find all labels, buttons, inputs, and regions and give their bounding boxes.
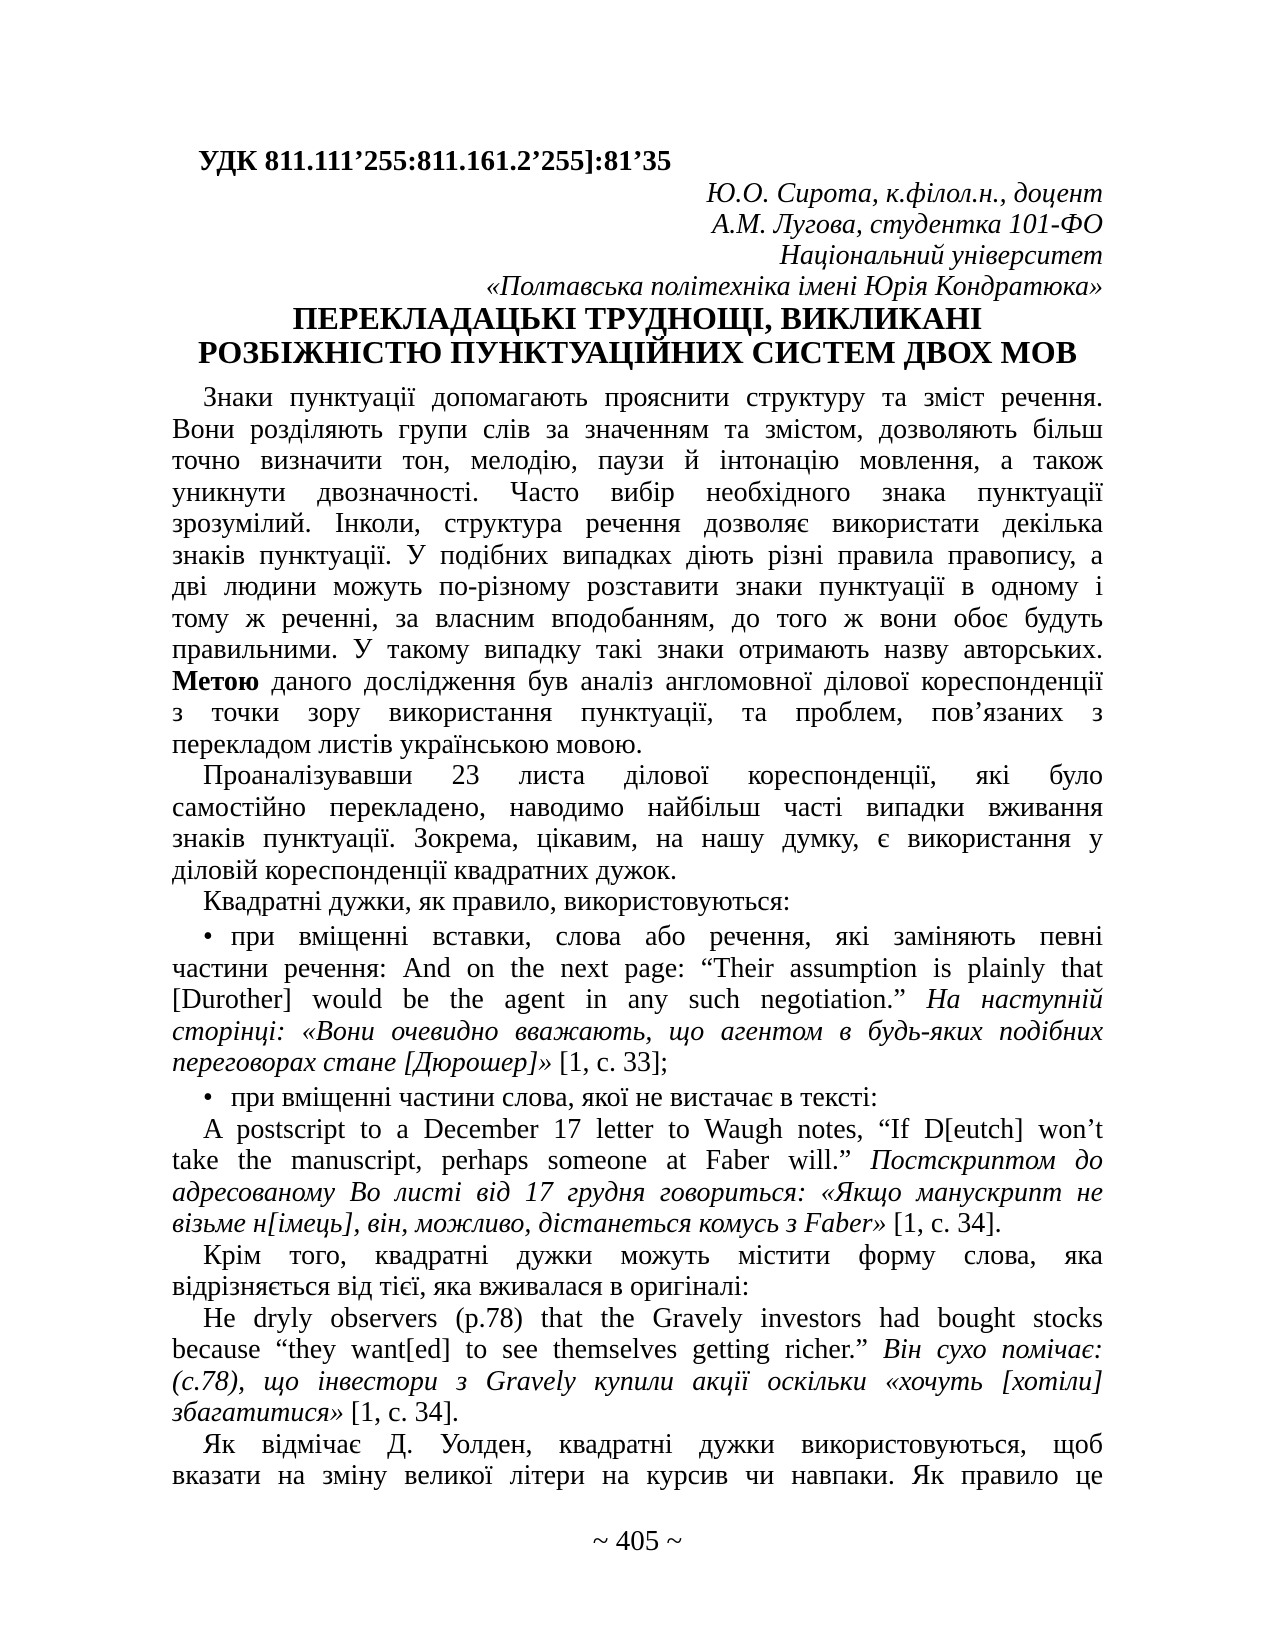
text-line [172,1271,1103,1303]
text-line [172,382,1103,414]
text-segment: [Durother] would be the agent in any such negotiation.” [172,984,927,1015]
text-segment: уникнути двозначності. Часто вибір необхідного знака пунктуації [172,476,1103,508]
text-line [172,1208,1103,1240]
bold-text-segment: Метою [172,665,260,697]
text-segment: знаків пунктуації. Зокрема, цікавим, на нашу думку, є використання у [172,823,1103,854]
text-segment: знаків пунктуації. У подібних випадках діють різні правила правопису, а [172,539,1103,571]
text-segment: [1, с. 33]; [552,1047,669,1078]
text-segment: He dryly observers (p.78) that the Gravely investors had bought stocks [203,1302,1103,1334]
text-line [172,855,1103,887]
text-segment: A postscript to a December 17 letter to Waugh notes, “If D[eutch] won’t [203,1113,1103,1145]
text-line [172,1366,1103,1398]
text-line [172,508,1103,540]
text-line [172,953,1103,985]
text-line [172,921,1103,953]
italic-text-segment: Він сухо помічає: [882,1334,1103,1365]
text-segment: самостійно перекладено, наводимо найбільш часті випадки вживання [172,791,1103,823]
text-segment: правильними. У такому випадку такі знаки отримають назву авторських. [172,634,1103,665]
text-line [172,1114,1103,1146]
text-line [172,729,1103,761]
paper-title-line-1: ПЕРЕКЛАДАЦЬКІ ТРУДНОЩІ, ВИКЛИКАНІ [292,300,983,336]
text-line [172,823,1103,855]
text-column [172,0,1103,1558]
text-line [172,1082,1103,1114]
bullet-icon: • [203,1082,213,1113]
italic-text-segment: адресованому Во листі від 17 грудня говориться: «Якщо манускрипт не [172,1176,1103,1208]
text-segment: because “they want[ed] to see themselves getting richer.” [172,1334,883,1365]
text-line [172,697,1103,729]
text-line [172,634,1103,666]
text-segment: з точки зору використання пунктуації, та проблем, пов’язаних з [172,697,1103,728]
text-line [172,1047,1103,1079]
text-segment: відрізняється від тієї, яка вживалася в оригіналі: [172,1271,750,1302]
text-segment: take the manuscript, perhaps someone at Faber will.” [172,1145,871,1176]
text-segment: при вміщенні частини слова, якої не вистачає в тексті: [230,1082,878,1113]
text-segment: частини речення: And on the next page: “Their assumption is plainly that [172,952,1103,984]
text-segment: [1, с. 34]. [343,1397,459,1428]
text-segment: тому ж реченні, за власним вподобанням, до того ж вони обоє будуть [172,602,1103,634]
text-line [172,1397,1103,1429]
italic-text-segment: Постскриптом до [870,1145,1103,1176]
affiliation-line: «Полтавська політехніка імені Юрія Кондратюка» [485,271,1103,302]
italic-text-segment: На наступній [926,984,1103,1015]
text-line [172,1145,1103,1177]
text-line [172,540,1103,572]
page-number-footer: ~ 405 ~ [592,1524,683,1557]
text-segment: при вміщенні вставки, слова або речення, які заміняють певні [230,921,1103,952]
text-segment: Квадратні дужки, як правило, використовуються: [203,886,791,917]
author-line: Ю.О. Сирота, к.філол.н., доцент [706,178,1103,209]
text-line [172,477,1103,509]
text-line [172,1016,1103,1048]
text-line [172,571,1103,603]
text-segment: дві людини можуть по-різному розставити знаки пунктуації в одному і [172,571,1103,602]
italic-text-segment: візьме н[імець], він, можливо, дістанеться комусь з Faber» [172,1208,887,1239]
bullet-icon: • [203,921,213,952]
author-line: А.М. Лугова, студентка 101-ФО [712,209,1103,240]
text-segment: Як відмічає Д. Уолден, квадратні дужки використовуються, щоб [203,1428,1103,1460]
text-line [172,414,1103,446]
text-line [172,1240,1103,1272]
text-line [172,760,1103,792]
text-segment: даного дослідження був аналіз англомовної ділової кореспонденції [259,665,1103,697]
text-segment: [1, с. 34]. [886,1208,1002,1239]
text-line [172,1460,1103,1492]
body-text [172,382,1103,1492]
udc-number: УДК 811.111’255:811.161.2’255]:81’35 [198,145,672,177]
paper-title-line-2: РОЗБІЖНІСТЮ ПУНКТУАЦІЙНИХ СИСТЕМ ДВОХ МОВ [198,333,1077,370]
italic-text-segment: переговорах стане [Дюрошер]» [172,1047,553,1078]
text-segment: перекладом листів українською мовою. [172,728,643,760]
affiliation-line: Національний університет [779,240,1103,271]
text-line [172,445,1103,477]
paper-title [172,302,1103,369]
authors-block [172,178,1103,302]
italic-text-segment: збагатитися» [172,1397,344,1428]
text-line [172,886,1103,918]
text-line [172,1429,1103,1461]
text-line [172,792,1103,824]
text-segment: точно визначити тон, мелодію, паузи й інтонацію мовлення, а також [172,445,1103,476]
text-segment: Знаки пунктуації допомагають прояснити структуру та зміст речення. [203,382,1103,413]
text-segment: зрозумілий. Інколи, структура речення дозволяє використати декілька [172,508,1103,539]
text-line [172,666,1103,698]
text-segment: вказати на зміну великої літери на курсив чи навпаки. Як правило це [172,1460,1103,1491]
text-line [172,984,1103,1016]
text-segment: діловій кореспонденції квадратних дужок. [172,854,678,886]
italic-text-segment: сторінці: «Вони очевидно вважають, що агентом в будь-яких подібних [172,1015,1103,1047]
text-segment: Вони розділяють групи слів за значенням та змістом, дозволяють більш [172,413,1103,445]
text-line [172,1177,1103,1209]
text-segment: Проаналізувавши 23 листа ділової кореспонденції, які було [203,760,1103,791]
text-line [172,1334,1103,1366]
text-line [172,603,1103,635]
text-line [172,1303,1103,1335]
italic-text-segment: (с.78), що інвестори з Gravely купили акції оскільки «хочуть [хотіли] [172,1365,1103,1397]
text-segment: Крім того, квадратні дужки можуть містити форму слова, яка [203,1239,1103,1271]
